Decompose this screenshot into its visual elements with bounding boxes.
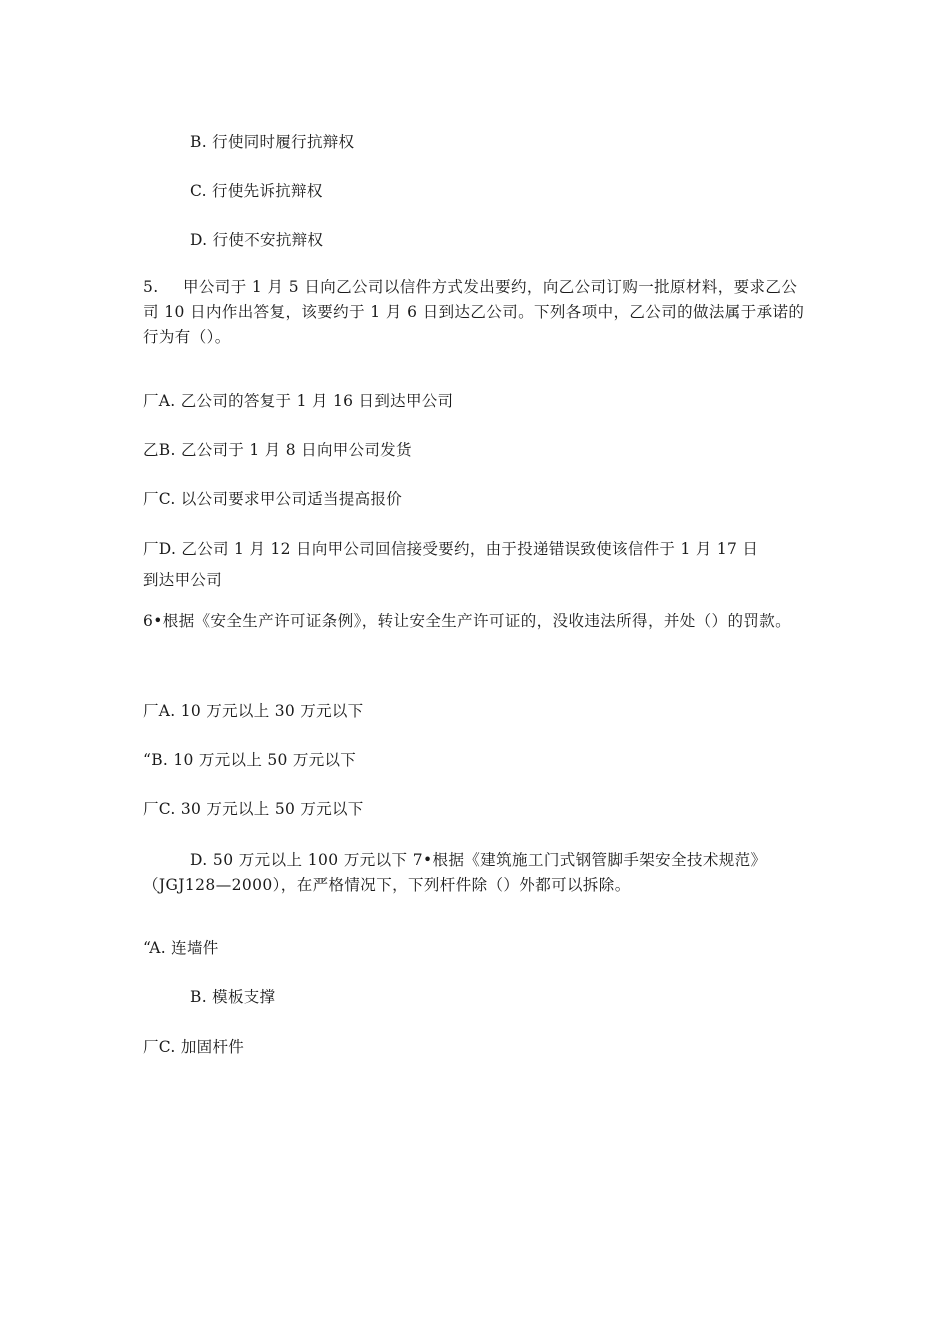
q5-number: 5. (143, 278, 159, 296)
q6-option-b: “B. 10 万元以上 50 万元以下 (143, 751, 357, 769)
q5-stem (143, 275, 808, 350)
q5-stem-text: 甲公司于 1 月 5 日向乙公司以信件方式发出要约，向乙公司订购一批原材料，要求乙公司 10 日内作出答复，该要约于 1 月 6 日到达乙公司。下列各项中，乙公司的做法属于承诺的行为有（）。 (143, 278, 805, 346)
q6-option-a: 厂A. 10 万元以上 30 万元以下 (143, 702, 364, 720)
q5-option-b: 乙B. 乙公司于 1 月 8 日向甲公司发货 (143, 441, 412, 459)
q4-option-c: C. 行使先诉抗辩权 (190, 182, 323, 200)
q7-option-b: B. 模板支撑 (190, 988, 276, 1006)
q6-option-c: 厂C. 30 万元以上 50 万元以下 (143, 800, 364, 818)
q7-option-c: 厂C. 加固杆件 (143, 1038, 245, 1056)
q5-option-c: 厂C. 以公司要求甲公司适当提高报价 (143, 490, 403, 508)
q5-option-d: 厂D. 乙公司 1 月 12 日向甲公司回信接受要约，由于投递错误致使该信件于 1 月 17 日 (143, 540, 759, 558)
q5-option-a: 厂A. 乙公司的答复于 1 月 16 日到达甲公司 (143, 392, 454, 410)
q6-stem: 6•根据《安全生产许可证条例》，转让安全生产许可证的，没收违法所得，并处（）的罚款。 (143, 612, 792, 630)
q5-option-d-continued: 到达甲公司 (143, 571, 223, 589)
q4-option-d: D. 行使不安抗辩权 (190, 231, 324, 249)
q6-option-d-and-q7-stem: D. 50 万元以上 100 万元以下 7•根据《建筑施工门式钢管脚手架安全技术规范》（JGJ128—2000），在严格情况下，下列杆件除（）外都可以拆除。 (143, 851, 767, 894)
q7-option-a: “A. 连墙件 (143, 939, 219, 957)
q4-option-b: B. 行使同时履行抗辩权 (190, 133, 355, 151)
